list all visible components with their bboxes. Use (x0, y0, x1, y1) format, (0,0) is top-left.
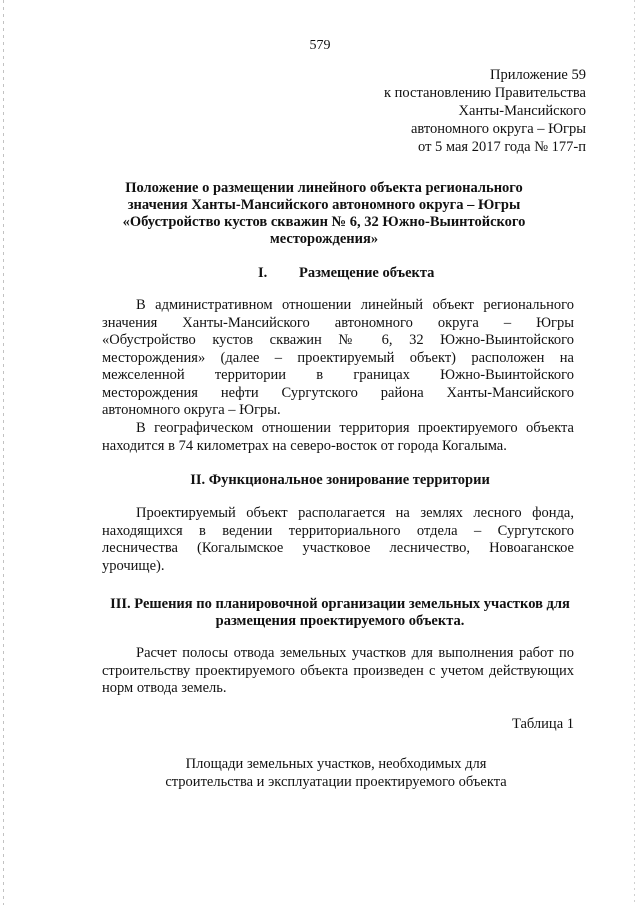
paragraph-line: месторождения» (далее – проектируемый объект) расположен на (102, 349, 574, 366)
section-1-number: I. (258, 265, 268, 281)
appendix-line: Приложение 59 (490, 67, 586, 83)
title-line: Положение о размещении линейного объекта регионального (125, 180, 523, 196)
paragraph-line: лесничества (Когалымское участковое лесничество, Новоаганское (102, 540, 574, 556)
appendix-block (326, 66, 586, 156)
section-3-title-line: III. Решения по планировочной организации земельных участков для (110, 596, 570, 612)
document-title (112, 180, 536, 248)
page-number: 579 (309, 38, 331, 53)
table-caption-line: Площади земельных участков, необходимых для (185, 756, 487, 772)
title-line: месторождения» (269, 231, 379, 247)
title-line: «Обустройство кустов скважин № 6, 32 Южно-Выинтойского (122, 214, 526, 230)
section-2-paragraph (102, 505, 574, 575)
scan-edge-left (3, 0, 4, 905)
title-line: значения Ханты-Мансийского автономного округа – Югры (127, 197, 521, 213)
table-caption (100, 755, 572, 791)
scan-edge-right (634, 0, 635, 905)
table-caption-line: строительства и эксплуатации проектируемого объекта (165, 774, 507, 790)
section-1-paragraph-1 (102, 297, 574, 420)
paragraph-line: месторождения нефти Сургутского района Ханты-Мансийского (102, 384, 574, 401)
appendix-line: от 5 мая 2017 года № 177-п (418, 139, 586, 155)
paragraph-line: Проектируемый объект располагается на землях лесного фонда, (136, 505, 574, 521)
paragraph-line: находится в 74 километрах на северо-восток от города Когалыма. (102, 437, 507, 454)
paragraph-line: автономного округа – Югры. (102, 402, 281, 418)
section-3-paragraph (102, 645, 574, 698)
section-3-heading (100, 596, 580, 630)
paragraph-line: межселенной территории в границах Южно-Выинтойского (102, 367, 574, 383)
section-3-title-line: размещения проектируемого объекта. (215, 613, 465, 629)
paragraph-line: В географическом отношении территория проектируемого объекта (136, 420, 574, 436)
appendix-line: к постановлению Правительства (384, 85, 586, 101)
paragraph-line: строительству проектируемого объекта произведен с учетом действующих (102, 662, 574, 679)
paragraph-line: урочище). (102, 557, 165, 574)
paragraph-line: находящихся в ведении территориального отдела – Сургутского (102, 522, 574, 539)
appendix-line: Ханты-Мансийского (458, 103, 586, 119)
section-1-title: Размещение объекта (299, 265, 435, 281)
section-2-heading: II. Функциональное зонирование территории (190, 472, 490, 488)
section-1-paragraph-2 (102, 420, 574, 455)
paragraph-line: Расчет полосы отвода земельных участков для выполнения работ по (136, 645, 574, 661)
table-label: Таблица 1 (511, 716, 574, 732)
paragraph-line: значения Ханты-Мансийского автономного округа – Югры (102, 314, 574, 331)
paragraph-line: норм отвода земель. (102, 680, 227, 696)
paragraph-line: В административном отношении линейный объект регионального (136, 297, 574, 313)
appendix-line: автономного округа – Югры (410, 121, 586, 137)
paragraph-line: «Обустройство кустов скважин № 6, 32 Южно-Выинтойского (102, 332, 574, 348)
